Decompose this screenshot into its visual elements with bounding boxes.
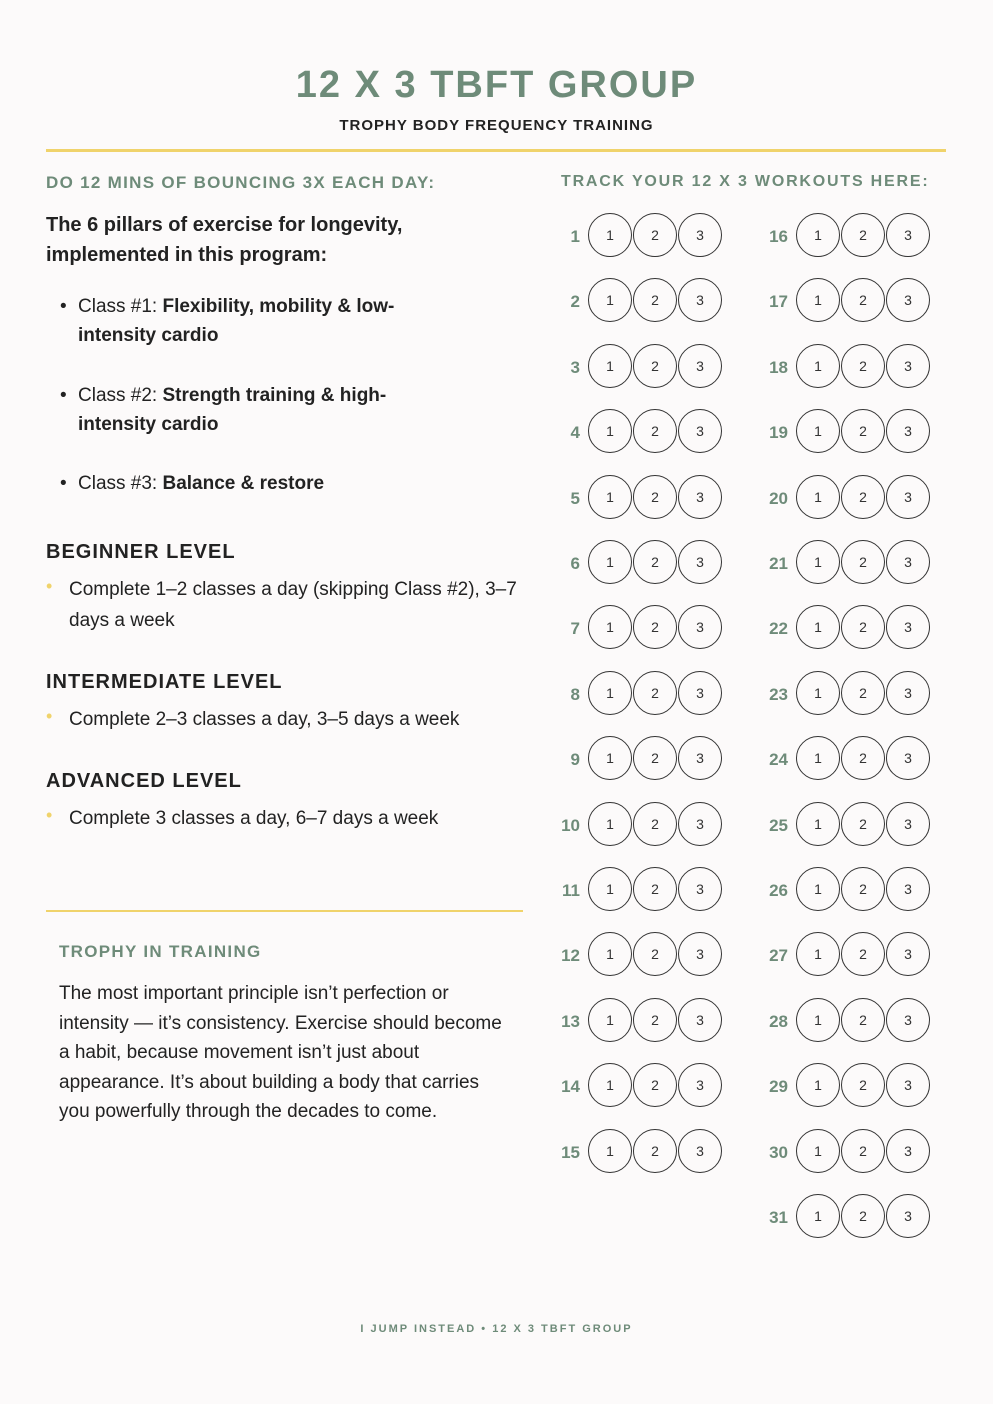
tracker-row — [753, 802, 953, 852]
day-number: 26 — [769, 881, 788, 900]
session-checkbox[interactable]: 3 — [886, 1129, 930, 1173]
day-number: 14 — [561, 1077, 580, 1097]
session-checkbox[interactable]: 1 — [796, 1063, 840, 1107]
level-item-text: Complete 3 classes a day, 6–7 days a week — [69, 808, 439, 829]
session-checkbox[interactable]: 1 — [796, 213, 840, 257]
tracker-row — [545, 736, 745, 786]
session-checkbox[interactable]: 2 — [633, 736, 677, 780]
session-checkbox[interactable]: 3 — [678, 998, 722, 1042]
tracker-row — [753, 867, 953, 917]
session-checkbox[interactable]: 2 — [841, 998, 885, 1042]
tracker-row — [545, 671, 745, 721]
left-heading: DO 12 MINS OF BOUNCING 3X EACH DAY: — [46, 173, 436, 192]
pillar-item — [60, 292, 420, 350]
pillar-label: Balance & restore — [162, 473, 325, 494]
level-title-beginner: BEGINNER LEVEL — [46, 541, 236, 563]
tracker-row — [753, 932, 953, 982]
pillar-item — [60, 381, 420, 439]
session-checkbox[interactable]: 1 — [588, 605, 632, 649]
session-checkbox[interactable]: 1 — [588, 671, 632, 715]
tracker-row — [545, 932, 745, 982]
session-checkbox[interactable]: 3 — [678, 605, 722, 649]
session-checkbox[interactable]: 2 — [633, 1129, 677, 1173]
session-checkbox[interactable]: 2 — [633, 932, 677, 976]
day-number: 28 — [769, 1011, 788, 1031]
session-checkbox[interactable]: 1 — [796, 671, 840, 715]
session-checkbox[interactable]: 2 — [633, 213, 677, 257]
day-number: 30 — [769, 1142, 788, 1162]
section-divider — [46, 910, 523, 912]
footer: I JUMP INSTEAD • 12 X 3 TBFT GROUP — [360, 1323, 633, 1335]
tracker-row — [545, 278, 745, 328]
tracker-row — [753, 475, 953, 525]
day-number: 16 — [769, 227, 788, 246]
pillar-prefix: Class #1: — [78, 296, 163, 317]
tracker-row — [753, 1129, 953, 1179]
session-checkbox[interactable]: 2 — [841, 409, 885, 453]
session-checkbox[interactable]: 3 — [886, 671, 930, 715]
tracker-row — [545, 998, 745, 1048]
session-checkbox[interactable]: 1 — [588, 736, 632, 780]
session-checkbox[interactable]: 3 — [678, 278, 722, 322]
session-checkbox[interactable]: 3 — [886, 278, 930, 322]
pillar-label: Strength training & high-intensity cardio — [78, 385, 387, 435]
session-checkbox[interactable]: 3 — [886, 605, 930, 649]
session-checkbox[interactable]: 2 — [841, 540, 885, 584]
tracker-row — [545, 802, 745, 852]
session-checkbox[interactable]: 1 — [796, 802, 840, 846]
session-checkbox[interactable]: 3 — [886, 344, 930, 388]
session-checkbox[interactable]: 2 — [841, 1129, 885, 1173]
session-checkbox[interactable]: 2 — [841, 736, 885, 780]
top-divider — [46, 149, 946, 152]
bullet-dot: • — [46, 576, 53, 596]
tracker-row — [753, 1194, 953, 1244]
session-checkbox[interactable]: 1 — [796, 1194, 840, 1238]
session-checkbox[interactable]: 2 — [841, 671, 885, 715]
level-item-advanced — [46, 803, 526, 834]
tracker-row — [545, 1063, 745, 1113]
session-checkbox[interactable]: 3 — [678, 802, 722, 846]
day-number: 18 — [769, 357, 788, 377]
day-number: 13 — [561, 1011, 580, 1031]
session-checkbox[interactable]: 3 — [886, 475, 930, 519]
day-number: 8 — [570, 684, 580, 704]
tracker-row — [545, 344, 745, 394]
session-checkbox[interactable]: 1 — [796, 867, 840, 911]
session-checkbox[interactable]: 1 — [796, 475, 840, 519]
tracker-row — [753, 1063, 953, 1113]
session-checkbox[interactable]: 1 — [588, 932, 632, 976]
tracker-row — [545, 213, 745, 263]
session-checkbox[interactable]: 3 — [886, 540, 930, 584]
tracker-row — [753, 736, 953, 786]
session-checkbox[interactable]: 2 — [633, 605, 677, 649]
session-checkbox[interactable]: 3 — [678, 1129, 722, 1173]
page-title: 12 X 3 TBFT GROUP — [295, 64, 698, 106]
page-subtitle: TROPHY BODY FREQUENCY TRAINING — [339, 117, 654, 134]
session-checkbox[interactable]: 3 — [678, 213, 722, 257]
session-checkbox[interactable]: 1 — [588, 213, 632, 257]
tracker-row — [753, 278, 953, 328]
tracker-row — [753, 998, 953, 1048]
session-checkbox[interactable]: 1 — [588, 475, 632, 519]
day-number: 24 — [769, 750, 788, 770]
day-number: 10 — [561, 815, 580, 835]
level-item-text: Complete 2–3 classes a day, 3–5 days a week — [69, 709, 460, 730]
session-checkbox[interactable]: 3 — [678, 475, 722, 519]
day-number: 22 — [769, 619, 788, 639]
session-checkbox[interactable]: 2 — [841, 867, 885, 911]
bullet-glyph: • — [60, 473, 67, 494]
bullet-glyph: • — [60, 296, 67, 317]
session-checkbox[interactable]: 2 — [633, 867, 677, 911]
tracker-row — [753, 605, 953, 655]
session-checkbox[interactable]: 2 — [841, 475, 885, 519]
day-number: 11 — [562, 881, 580, 900]
session-checkbox[interactable]: 2 — [633, 1063, 677, 1107]
session-checkbox[interactable]: 3 — [886, 802, 930, 846]
session-checkbox[interactable]: 1 — [796, 605, 840, 649]
pillar-label: Flexibility, mobility & low-intensity cardio — [78, 296, 395, 346]
session-checkbox[interactable]: 3 — [678, 671, 722, 715]
day-number: 12 — [561, 946, 580, 966]
session-checkbox[interactable]: 1 — [588, 344, 632, 388]
tracker-heading: TRACK YOUR 12 X 3 WORKOUTS HERE: — [561, 173, 930, 190]
session-checkbox[interactable]: 3 — [678, 409, 722, 453]
day-number: 25 — [769, 815, 788, 835]
intro-text: The 6 pillars of exercise for longevity, implemented in this program: — [46, 214, 403, 266]
session-checkbox[interactable]: 1 — [588, 409, 632, 453]
session-checkbox[interactable]: 2 — [633, 998, 677, 1042]
tracker-row — [753, 409, 953, 459]
day-number: 17 — [769, 292, 788, 312]
level-item-intermediate — [46, 704, 526, 735]
session-checkbox[interactable]: 2 — [841, 1194, 885, 1238]
day-number: 27 — [769, 946, 788, 966]
session-checkbox[interactable]: 1 — [588, 1129, 632, 1173]
session-checkbox[interactable]: 2 — [841, 802, 885, 846]
tracker-row — [545, 475, 745, 525]
session-checkbox[interactable]: 2 — [841, 344, 885, 388]
session-checkbox[interactable]: 2 — [633, 540, 677, 584]
session-checkbox[interactable]: 3 — [886, 998, 930, 1042]
session-checkbox[interactable]: 3 — [886, 736, 930, 780]
tracker-row — [753, 540, 953, 590]
day-number: 21 — [769, 554, 788, 573]
session-checkbox[interactable]: 3 — [886, 932, 930, 976]
level-title-intermediate: INTERMEDIATE LEVEL — [46, 671, 283, 693]
tracker-row — [545, 867, 745, 917]
session-checkbox[interactable]: 1 — [588, 278, 632, 322]
session-checkbox[interactable]: 3 — [886, 1063, 930, 1107]
session-checkbox[interactable]: 1 — [588, 1063, 632, 1107]
day-number: 31 — [769, 1208, 788, 1227]
session-checkbox[interactable]: 3 — [678, 1063, 722, 1107]
session-checkbox[interactable]: 1 — [588, 540, 632, 584]
session-checkbox[interactable]: 2 — [633, 278, 677, 322]
session-checkbox[interactable]: 2 — [633, 409, 677, 453]
day-number: 1 — [570, 227, 580, 246]
session-checkbox[interactable]: 1 — [796, 540, 840, 584]
trophy-heading: TROPHY IN TRAINING — [59, 942, 262, 961]
tracker-row — [545, 605, 745, 655]
level-item-beginner — [46, 574, 526, 636]
session-checkbox[interactable]: 3 — [678, 932, 722, 976]
session-checkbox[interactable]: 3 — [886, 867, 930, 911]
session-checkbox[interactable]: 3 — [886, 213, 930, 257]
tracker-row — [753, 671, 953, 721]
session-checkbox[interactable]: 2 — [841, 932, 885, 976]
session-checkbox[interactable]: 1 — [796, 1129, 840, 1173]
day-number: 23 — [769, 684, 788, 704]
day-number: 3 — [570, 357, 580, 377]
session-checkbox[interactable]: 1 — [796, 278, 840, 322]
pillar-prefix: Class #2: — [78, 385, 163, 406]
session-checkbox[interactable]: 3 — [886, 409, 930, 453]
trophy-body: The most important principle isn’t perfection or intensity — it’s consistency. Exercise should become a habit, because movement isn’t just about appearance. It’s about building a body that carries you powerfully through the decades to come. — [59, 983, 502, 1122]
session-checkbox[interactable]: 2 — [841, 278, 885, 322]
day-number: 6 — [570, 554, 580, 573]
session-checkbox[interactable]: 1 — [588, 802, 632, 846]
pillar-prefix: Class #3: — [78, 473, 163, 494]
session-checkbox[interactable]: 2 — [633, 802, 677, 846]
day-number: 4 — [570, 423, 580, 443]
session-checkbox[interactable]: 3 — [678, 867, 722, 911]
session-checkbox[interactable]: 2 — [633, 475, 677, 519]
session-checkbox[interactable]: 2 — [841, 1063, 885, 1107]
day-number: 2 — [570, 292, 580, 312]
day-number: 15 — [561, 1142, 580, 1162]
session-checkbox[interactable]: 1 — [796, 409, 840, 453]
session-checkbox[interactable]: 1 — [796, 998, 840, 1042]
session-checkbox[interactable]: 1 — [588, 867, 632, 911]
session-checkbox[interactable]: 1 — [588, 998, 632, 1042]
bullet-dot: • — [46, 706, 53, 726]
day-number: 7 — [570, 619, 580, 639]
day-number: 9 — [570, 750, 580, 770]
session-checkbox[interactable]: 2 — [841, 605, 885, 649]
day-number: 5 — [570, 488, 580, 508]
pillar-item — [60, 469, 420, 498]
tracker-row — [753, 344, 953, 394]
bullet-glyph: • — [60, 385, 67, 406]
session-checkbox[interactable]: 1 — [796, 932, 840, 976]
tracker-row — [545, 1129, 745, 1179]
tracker-row — [753, 213, 953, 263]
session-checkbox[interactable]: 2 — [841, 213, 885, 257]
session-checkbox[interactable]: 1 — [796, 736, 840, 780]
session-checkbox[interactable]: 2 — [633, 344, 677, 388]
day-number: 20 — [769, 488, 788, 508]
tracker-row — [545, 409, 745, 459]
session-checkbox[interactable]: 3 — [886, 1194, 930, 1238]
session-checkbox[interactable]: 3 — [678, 540, 722, 584]
bullet-dot: • — [46, 805, 53, 825]
session-checkbox[interactable]: 3 — [678, 736, 722, 780]
day-number: 19 — [769, 423, 788, 443]
session-checkbox[interactable]: 3 — [678, 344, 722, 388]
day-number: 29 — [769, 1077, 788, 1097]
session-checkbox[interactable]: 1 — [796, 344, 840, 388]
level-title-advanced: ADVANCED LEVEL — [46, 770, 242, 792]
tracker-row — [545, 540, 745, 590]
level-item-text: Complete 1–2 classes a day (skipping Class #2), 3–7 days a week — [69, 579, 517, 631]
session-checkbox[interactable]: 2 — [633, 671, 677, 715]
